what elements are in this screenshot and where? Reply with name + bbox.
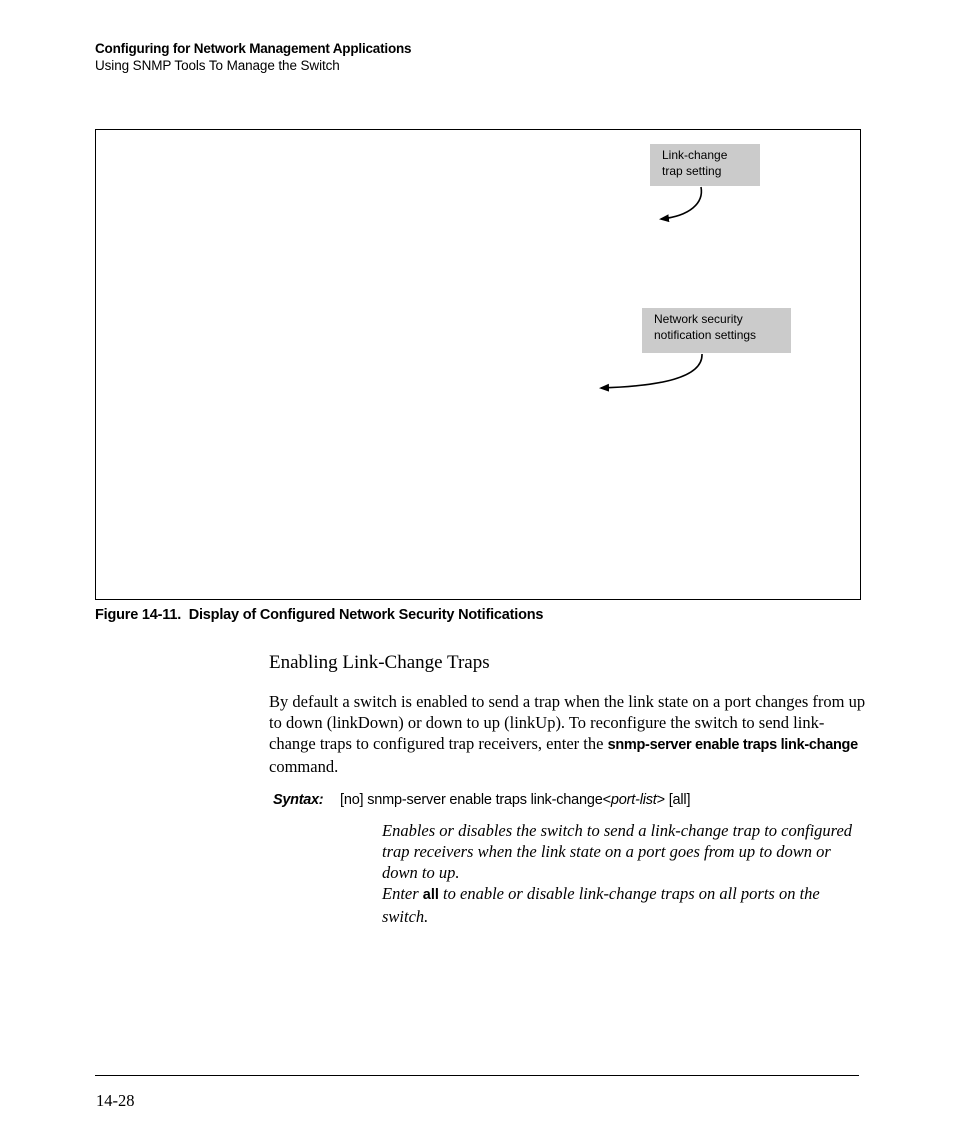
description-text: Enter: [382, 884, 423, 903]
figure-caption: Figure 14-11. Display of Configured Network Security Notifications: [95, 607, 544, 623]
callout-line: Network security: [654, 312, 743, 326]
command-name: snmp-server enable traps link-change: [607, 737, 858, 753]
callout-network-security: [642, 308, 791, 353]
section-heading: Enabling Link-Change Traps: [269, 652, 490, 673]
body-paragraph: [269, 691, 869, 777]
figure-frame: [95, 129, 861, 600]
paragraph-text: command.: [269, 757, 339, 776]
syntax-command: [340, 792, 690, 808]
page-number: 14-28: [96, 1091, 135, 1110]
callout-line: Link-change: [662, 148, 728, 162]
description-keyword: all: [422, 887, 439, 903]
description-line: [382, 883, 862, 927]
syntax-label: Syntax:: [273, 792, 324, 808]
description-text: to enable or disable link-change traps on all ports on the switch.: [382, 884, 820, 926]
syntax-suffix: > [all]: [656, 792, 691, 808]
paragraph-text: By default a switch is enabled to send a trap when the link state on a port changes from up to down (linkDown) or down to up (linkUp). To reconfigure the switch to send link-change traps to configured trap receivers, enter the: [269, 692, 866, 753]
section-subtitle: Using SNMP Tools To Manage the Switch: [95, 58, 340, 73]
chapter-title: Configuring for Network Management Applications: [95, 41, 412, 56]
footer-rule: [95, 1075, 859, 1076]
syntax-argument: port-list: [610, 792, 657, 808]
syntax-prefix: [no] snmp-server enable traps link-change<: [340, 792, 611, 808]
callout-link-change-trap: [650, 144, 760, 186]
callout-line: notification settings: [654, 328, 757, 342]
callout-line: trap setting: [662, 164, 722, 178]
syntax-description: [382, 820, 862, 927]
description-line: Enables or disables the switch to send a link-change trap to configured trap receivers when the link state on a port goes from up to down or down to up.: [382, 821, 853, 882]
